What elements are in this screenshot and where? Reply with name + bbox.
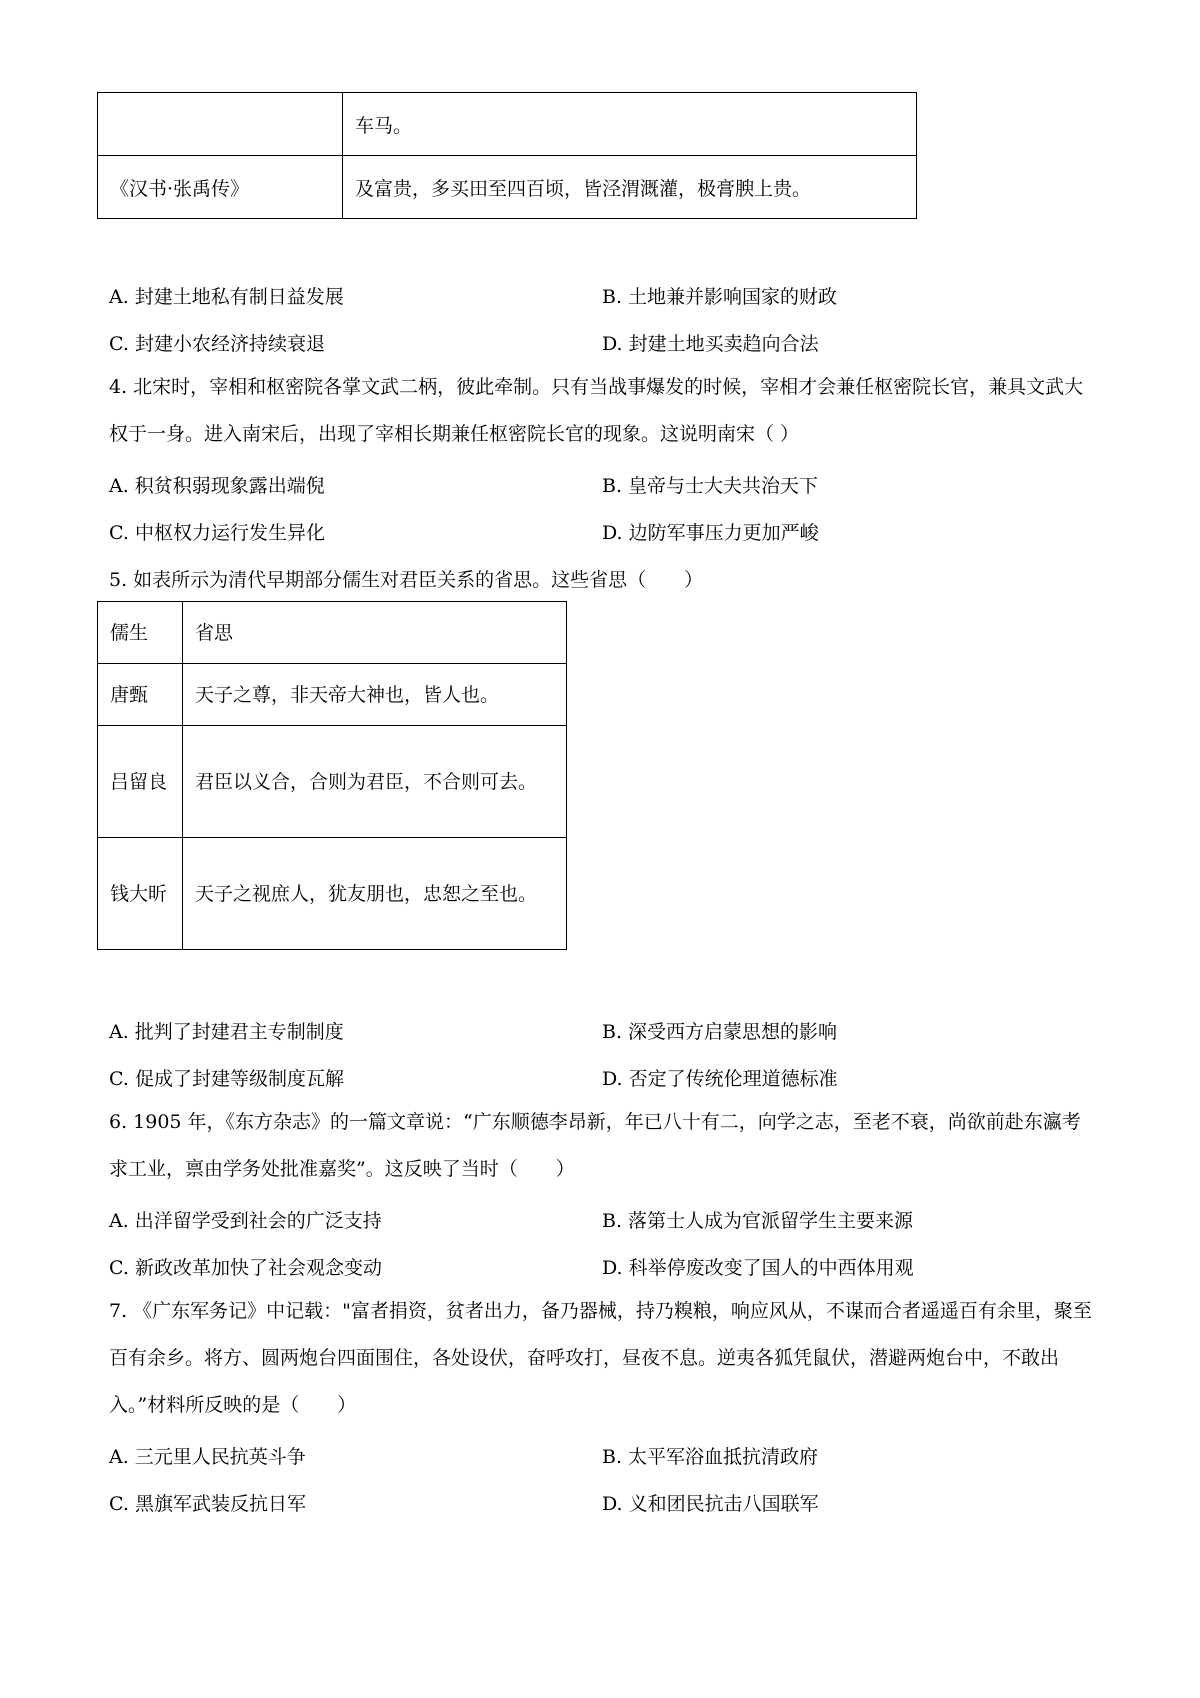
q6-option-a[interactable]: A. 出洋留学受到社会的广泛支持 [109,1210,382,1232]
q6-stem: 6. 1905 年，《东方杂志》的一篇文章说：“广东顺德李昂新，年已八十有二，向学之志，至老不衰，尚欲前赴东瀛考求工业，禀由学务处批准嘉奖”。这反映了当时（ ） [109,1111,1081,1180]
q4-option-a[interactable]: A. 积贫积弱现象露出端倪 [109,475,325,497]
q5-option-c[interactable]: C. 促成了封建等级制度瓦解 [109,1068,344,1090]
header-reflection: 省思 [183,602,567,664]
q7-stem: 7. 《广东军务记》中记载："富者捐资，贫者出力，备乃器械，持乃糗粮，响应风从，不谋而合者遥遥百有余里，聚至百有余乡。将方、圆两炮台四面围住，各处设伏，奋呼攻打，昼夜不息。逆夷各狐凭鼠伏，潜避两炮台中，不敢出入。”材料所反映的是（ ） [109,1300,1092,1416]
q4-option-b[interactable]: B. 皇帝与士大夫共治天下 [602,475,819,497]
scholar-name: 钱大昕 [98,838,183,950]
q5-stem: 5. 如表所示为清代早期部分儒生对君臣关系的省思。这些省思（ ） [109,569,704,591]
table-row [98,726,567,838]
scholar-reflection-table [97,601,567,950]
table-row [98,93,917,156]
text-cell: 及富贵，多买田至四百顷，皆泾渭溉灌，极膏腴上贵。 [343,156,917,219]
q7-option-b[interactable]: B. 太平军浴血抵抗清政府 [602,1446,819,1468]
scholar-reflection: 君臣以义合，合则为君臣，不合则可去。 [183,726,567,838]
table-row [98,664,567,726]
q4-stem: 4. 北宋时，宰相和枢密院各掌文武二柄，彼此牵制。只有当战事爆发的时候，宰相才会兼任枢密院长官，兼具文武大权于一身。进入南宋后，出现了宰相长期兼任枢密院长官的现象。这说明南宋（ ） [109,376,1084,445]
q5-option-b[interactable]: B. 深受西方启蒙思想的影响 [602,1021,838,1043]
scholar-reflection: 天子之视庶人，犹友朋也，忠恕之至也。 [183,838,567,950]
q4-option-d[interactable]: D. 边防军事压力更加严峻 [602,522,819,544]
table-row [98,156,917,219]
source-cell: 《汉书·张禹传》 [98,156,343,219]
q3-option-d[interactable]: D. 封建土地买卖趋向合法 [602,333,819,355]
q4-option-c[interactable]: C. 中枢权力运行发生异化 [109,522,325,544]
source-cell [98,93,343,156]
scholar-name: 唐甄 [98,664,183,726]
q3-option-c[interactable]: C. 封建小农经济持续衰退 [109,333,325,355]
han-land-table [97,92,917,219]
q7-option-d[interactable]: D. 义和团民抗击八国联军 [602,1493,819,1515]
q6-option-c[interactable]: C. 新政改革加快了社会观念变动 [109,1257,382,1279]
q7-option-a[interactable]: A. 三元里人民抗英斗争 [109,1446,306,1468]
q6-option-b[interactable]: B. 落第士人成为官派留学生主要来源 [602,1210,914,1232]
q3-option-b[interactable]: B. 土地兼并影响国家的财政 [602,286,838,308]
text-cell: 车马。 [343,93,917,156]
q7-option-c[interactable]: C. 黑旗军武装反抗日军 [109,1493,306,1515]
table-row [98,838,567,950]
q6-option-d[interactable]: D. 科举停废改变了国人的中西体用观 [602,1257,914,1279]
table-header-row [98,602,567,664]
scholar-reflection: 天子之尊，非天帝大神也，皆人也。 [183,664,567,726]
q5-option-d[interactable]: D. 否定了传统伦理道德标准 [602,1068,838,1090]
header-scholar: 儒生 [98,602,183,664]
q5-option-a[interactable]: A. 批判了封建君主专制制度 [109,1021,344,1043]
scholar-name: 吕留良 [98,726,183,838]
q3-option-a[interactable]: A. 封建土地私有制日益发展 [109,286,344,308]
